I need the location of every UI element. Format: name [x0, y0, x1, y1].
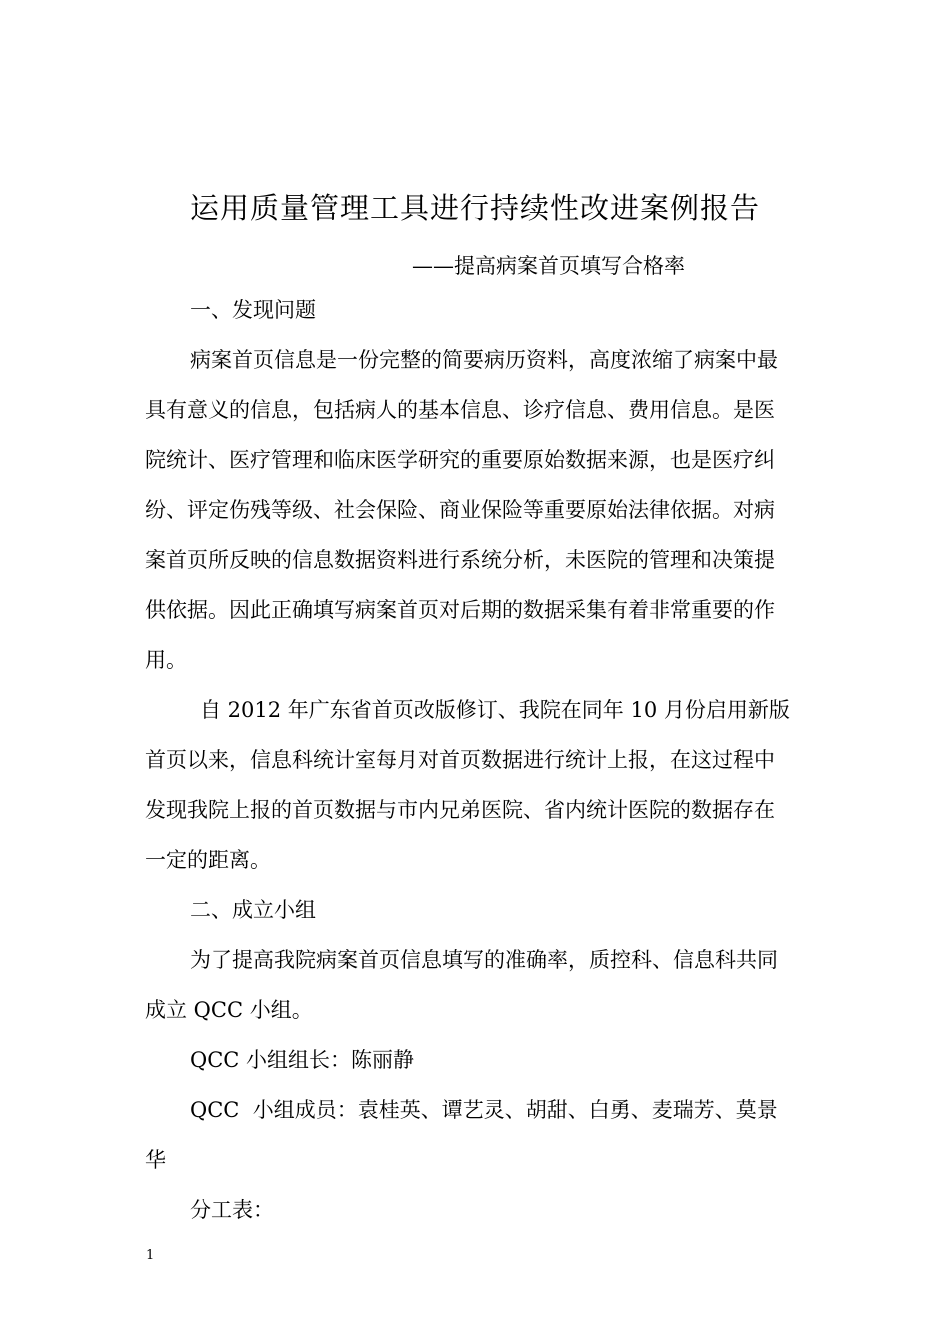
paragraph-line: 病案首页信息是一份完整的简要病历资料，高度浓缩了病案中最 — [190, 348, 778, 372]
paragraph-line: 用。 — [145, 648, 187, 672]
document-title: 运用质量管理工具进行持续性改进案例报告 — [189, 191, 760, 225]
qcc-members-line: QCC 小组成员：袁桂英、谭艺灵、胡甜、白勇、麦瑞芳、莫景 — [190, 1098, 778, 1122]
paragraph-line: 案首页所反映的信息数据资料进行系统分析，未医院的管理和决策提 — [145, 548, 775, 572]
paragraph-line: 具有意义的信息，包括病人的基本信息、诊疗信息、费用信息。是医 — [145, 398, 775, 422]
paragraph-line: 首页以来，信息科统计室每月对首页数据进行统计上报，在这过程中 — [145, 748, 775, 772]
paragraph-line: 自 2012 年广东省首页改版修订、我院在同年 10 月份启用新版 — [200, 698, 790, 722]
paragraph-line: 院统计、医疗管理和临床医学研究的重要原始数据来源，也是医疗纠 — [145, 448, 775, 472]
document-subtitle: ——提高病案首页填写合格率 — [412, 254, 685, 278]
paragraph-line: 发现我院上报的首页数据与市内兄弟医院、省内统计医院的数据存在 — [145, 798, 775, 822]
paragraph-line: 一定的距离。 — [145, 848, 271, 872]
division-table-label: 分工表： — [190, 1198, 274, 1222]
page-number: 1 — [146, 1248, 155, 1263]
paragraph-line: 供依据。因此正确填写病案首页对后期的数据采集有着非常重要的作 — [145, 598, 775, 622]
section-heading-2: 二、成立小组 — [190, 898, 316, 922]
paragraph-line: 为了提高我院病案首页信息填写的准确率，质控科、信息科共同 — [190, 948, 778, 972]
paragraph-line: 成立 QCC 小组。 — [145, 998, 313, 1022]
paragraph-line: 纷、评定伤残等级、社会保险、商业保险等重要原始法律依据。对病 — [145, 498, 775, 522]
qcc-members-line: 华 — [145, 1148, 166, 1172]
section-heading-1: 一、发现问题 — [190, 298, 316, 322]
qcc-leader-line: QCC 小组组长：陈丽静 — [190, 1048, 415, 1072]
